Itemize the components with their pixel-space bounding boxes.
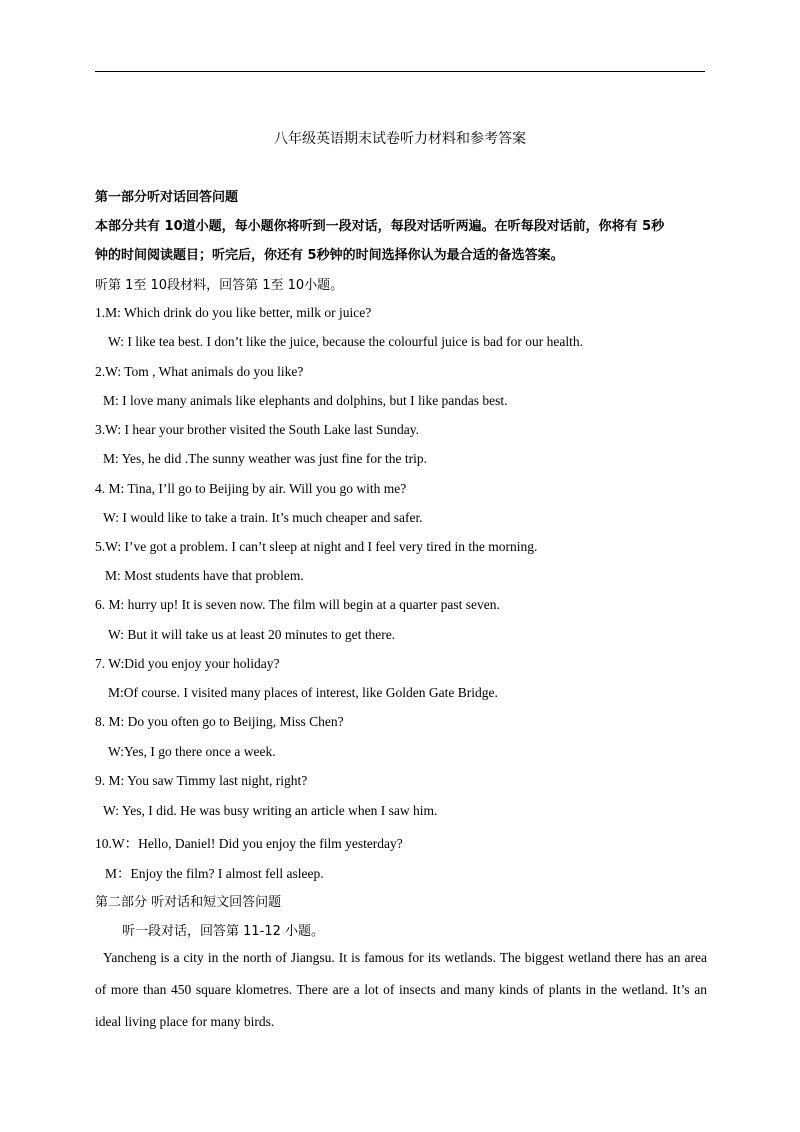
dialogue-line: M: Most students have that problem.	[105, 568, 304, 583]
dialogue-line: W: I like tea best. I don’t like the juice, because the colourful juice is bad for our health.	[108, 334, 583, 349]
part1-instructions-line1: 本部分共有 10道小题，每小题你将听到一段对话，每段对话听两遍。在听每段对话前，你将有 5秒	[95, 219, 665, 234]
dialogue-line: M: I love many animals like elephants and dolphins, but I like pandas best.	[103, 393, 508, 408]
part2-heading: 第二部分 听对话和短文回答问题	[95, 895, 282, 910]
part1-instructions-line2: 钟的时间阅读题目；听完后，你还有 5秒钟的时间选择你认为最合适的备选答案。	[95, 248, 564, 263]
dialogue-line: M: Yes, he did .The sunny weather was just fine for the trip.	[103, 451, 427, 466]
dialogue-line: W: But it will take us at least 20 minutes to get there.	[108, 627, 396, 642]
dialogue-line: 4. M: Tina, I’ll go to Beijing by air. Will you go with me?	[95, 481, 407, 496]
dialogue-line: W:Yes, I go there once a week.	[108, 744, 276, 759]
dialogue-line: 6. M: hurry up! It is seven now. The film will begin at a quarter past seven.	[95, 597, 500, 612]
header-rule	[95, 71, 705, 72]
part1-heading: 第一部分听对话回答问题	[95, 190, 239, 205]
passage-paragraph: Yancheng is a city in the north of Jiangsu. It is famous for its wetlands. The biggest wetland there has an area of more than 450 square klometres. There are a lot of insects and many kinds of plants in the wetland. It’s an ideal living place for many birds.	[95, 950, 707, 1029]
part1-intro: 听第 1至 10段材料，回答第 1至 10小题。	[95, 278, 344, 293]
dialogue-line: 8. M: Do you often go to Beijing, Miss Chen?	[95, 714, 344, 729]
dialogue-line: M：Enjoy the film? I almost fell asleep.	[105, 866, 324, 881]
dialogue-line: W: I would like to take a train. It’s much cheaper and safer.	[103, 510, 423, 525]
dialogue-line: 9. M: You saw Timmy last night, right?	[95, 773, 308, 788]
dialogue-line: W: Yes, I did. He was busy writing an article when I saw him.	[103, 803, 438, 818]
dialogue-line: 5.W: I’ve got a problem. I can’t sleep at night and I feel very tired in the morning.	[95, 539, 538, 554]
dialogue-line: 1.M: Which drink do you like better, milk or juice?	[95, 305, 372, 320]
dialogue-line: 7. W:Did you enjoy your holiday?	[95, 656, 280, 671]
page-title: 八年级英语期末试卷听力材料和参考答案	[274, 131, 526, 147]
dialogue-line: 3.W: I hear your brother visited the South Lake last Sunday.	[95, 422, 420, 437]
dialogue-line: M:Of course. I visited many places of interest, like Golden Gate Bridge.	[108, 685, 498, 700]
dialogue-line: 2.W: Tom , What animals do you like?	[95, 364, 304, 379]
dialogue-line: 10.W：Hello, Daniel! Did you enjoy the film yesterday?	[95, 836, 403, 851]
part2-intro: 听一段对话，回答第 11-12 小题。	[122, 924, 325, 939]
